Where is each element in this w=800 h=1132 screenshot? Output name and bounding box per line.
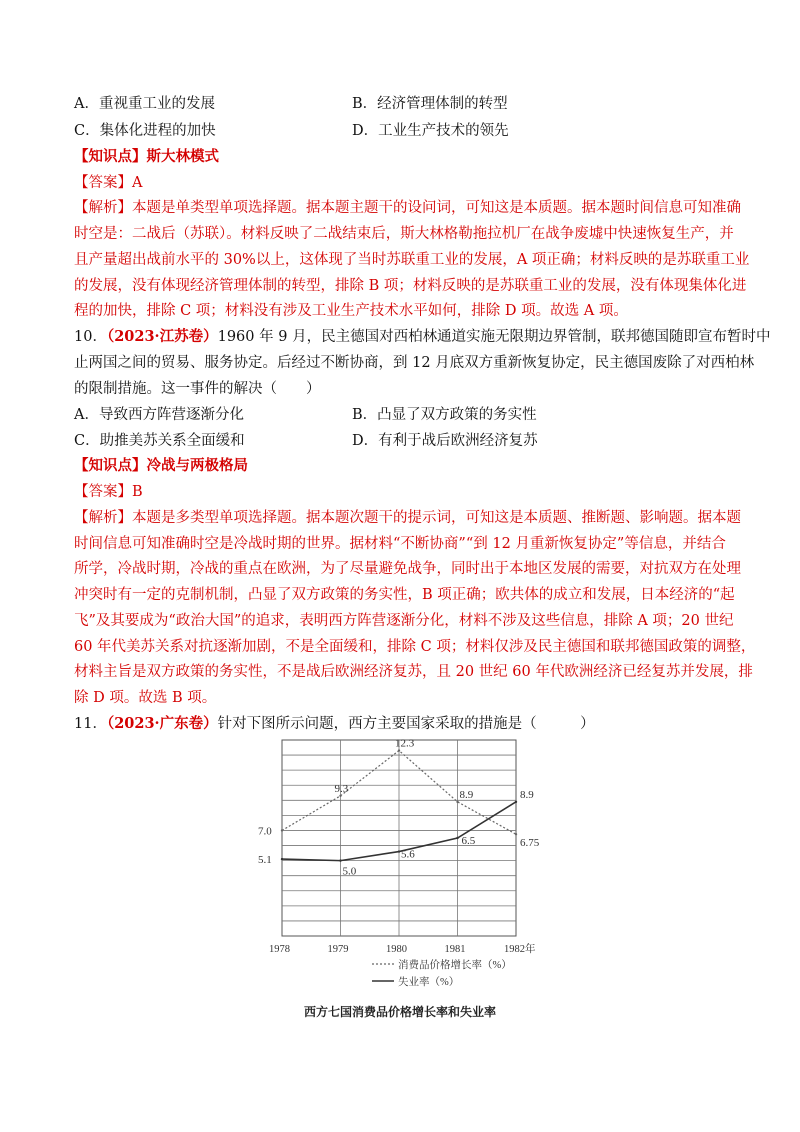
price-growth-data-label: 7.0 xyxy=(258,825,272,838)
q9-knowledge-point: 【知识点】斯大林模式 xyxy=(74,148,219,165)
q9-answer: 【答案】A xyxy=(74,175,143,191)
q9-option-d: D．工业生产技术的领先 xyxy=(352,123,509,139)
q10-analysis-line: 冲突时有一定的克制机制，凸显了双方政策的务实性，B 项正确；欧共体的成立和发展，日本经济的“起 xyxy=(74,587,735,603)
x-tick-label: 1978 xyxy=(269,944,290,955)
price-growth-point xyxy=(456,801,458,803)
q10-answer: 【答案】B xyxy=(74,484,143,500)
price-growth-point xyxy=(515,833,517,835)
q10-stem-first-line xyxy=(74,327,771,347)
x-tick-label: 1980 xyxy=(386,944,407,955)
chart-x-tick-labels xyxy=(269,942,536,955)
price-growth-point xyxy=(281,829,283,831)
q10-analysis-line: 【解析】本题是多类型单项选择题。据本题次题干的提示词，可知这是本质题、推断题、影响题。据本题 xyxy=(74,510,741,526)
unemployment-point xyxy=(281,858,283,860)
q11-source: （2023·广东卷） xyxy=(106,715,218,732)
q11-stem-text: 针对下图所示问题，西方主要国家采取的措施是（ ） xyxy=(217,716,595,732)
chart-title: 西方七国消费品价格增长率和失业率 xyxy=(303,1005,496,1019)
q10-analysis-line: 材料主旨是双方政策的务实性，不是战后欧洲经济复苏，且 20 世纪 60 年代欧洲经济已经复苏并发展，排 xyxy=(74,664,753,680)
unemployment-point xyxy=(339,859,341,861)
unemployment-data-label: 5.1 xyxy=(258,854,272,867)
q10-stem-line: 的限制措施。这一事件的解决（ ） xyxy=(74,381,321,397)
q9-option-c: C．集体化进程的加快 xyxy=(74,123,216,139)
q10-option-d: D．有利于战后欧洲经济复苏 xyxy=(352,433,538,449)
q9-analysis-line: 【解析】本题是单类型单项选择题。据本题主题干的设问词，可知这是本质题。据本题时间信息可知准确 xyxy=(74,200,741,216)
price-growth-point xyxy=(398,749,400,751)
q10-analysis-line: 60 年代美苏关系对抗逐渐加剧，不是全面缓和，排除 C 项；材料仅涉及民主德国和联邦德国政策的调整， xyxy=(74,639,756,655)
legend-unemployment-label: 失业率（%） xyxy=(398,977,460,988)
unemployment-point xyxy=(515,801,517,803)
q9-analysis-line: 的发展，没有体现经济管理体制的转型，排除 B 项；材料反映的是苏联重工业的发展，没有体现集体化进 xyxy=(74,278,747,294)
price-growth-data-label: 12.3 xyxy=(395,737,415,750)
unemployment-data-label: 8.9 xyxy=(520,788,534,801)
q9-analysis-line: 且产量超出战前水平的 30%以上，这体现了当时苏联重工业的发展，A 项正确；材料反映的是苏联重工业 xyxy=(74,252,750,268)
price-growth-data-label: 6.75 xyxy=(520,837,540,850)
unemployment-data-label: 6.5 xyxy=(461,835,476,847)
q9-option-a: A．重视重工业的发展 xyxy=(74,96,215,112)
x-tick-label: 1979 xyxy=(327,944,349,955)
price-growth-data-label: 9.3 xyxy=(334,782,349,795)
unemployment-point xyxy=(456,837,458,839)
q10-stem-line: 止两国之间的贸易、服务协定。后经过不断协商，到 12 月底双方重新恢复协定，民主德国废除了对西柏林 xyxy=(74,355,755,371)
q9-option-b: B．经济管理体制的转型 xyxy=(352,96,508,112)
q10-source: （2023·江苏卷） xyxy=(106,328,218,345)
q10-analysis-line: 飞”及其要成为“政治大国”的追求，表明西方阵营逐渐分化，材料不涉及这些信息，排除 A 项；20 世纪 xyxy=(74,613,734,629)
price-growth-data-label: 8.9 xyxy=(459,788,474,801)
q11-number: 11． xyxy=(74,716,107,732)
q10-stem-text: 1960 年 9 月，民主德国对西柏林通道实施无限期边界管制，联邦德国随即宣布暂时中 xyxy=(217,329,771,345)
unemployment-point xyxy=(398,850,400,852)
x-tick-label: 1981 xyxy=(444,944,466,955)
q10-analysis-line: 所学，冷战时期，冷战的重点在欧洲，为了尽量避免战争，同时出于本地区发展的需要，对抗双方在处理 xyxy=(74,561,741,577)
legend-price-growth-label: 消费品价格增长率（%） xyxy=(398,960,512,971)
q9-analysis-line: 程的加快，排除 C 项；材料没有涉及工业生产技术水平如何，排除 D 项。故选 A 项。 xyxy=(74,303,628,319)
q10-analysis-line: 除 D 项。故选 B 项。 xyxy=(74,690,217,706)
line-chart xyxy=(240,730,560,1000)
x-tick-label: 1982年 xyxy=(504,944,536,955)
price-growth-point xyxy=(339,795,341,797)
q10-option-c: C．助推美苏关系全面缓和 xyxy=(74,433,245,449)
chart-legend xyxy=(372,958,512,988)
q10-option-a: A．导致西方阵营逐渐分化 xyxy=(74,407,244,423)
q9-analysis-line: 时空是：二战后（苏联）。材料反映了二战结束后，斯大林格勒拖拉机厂在战争废墟中快速恢复生产，并 xyxy=(74,226,734,242)
q10-option-b: B．凸显了双方政策的务实性 xyxy=(352,407,537,423)
q10-analysis-line: 时间信息可知准确时空是冷战时期的世界。据材料“不断协商”“到 12 月重新恢复协定”等信息，并结合 xyxy=(74,536,726,552)
q10-number: 10． xyxy=(74,329,107,345)
q10-knowledge-point: 【知识点】冷战与两极格局 xyxy=(74,457,248,474)
unemployment-data-label: 5.0 xyxy=(342,865,357,878)
unemployment-data-label: 5.6 xyxy=(401,848,415,861)
chart-grid xyxy=(282,737,516,936)
